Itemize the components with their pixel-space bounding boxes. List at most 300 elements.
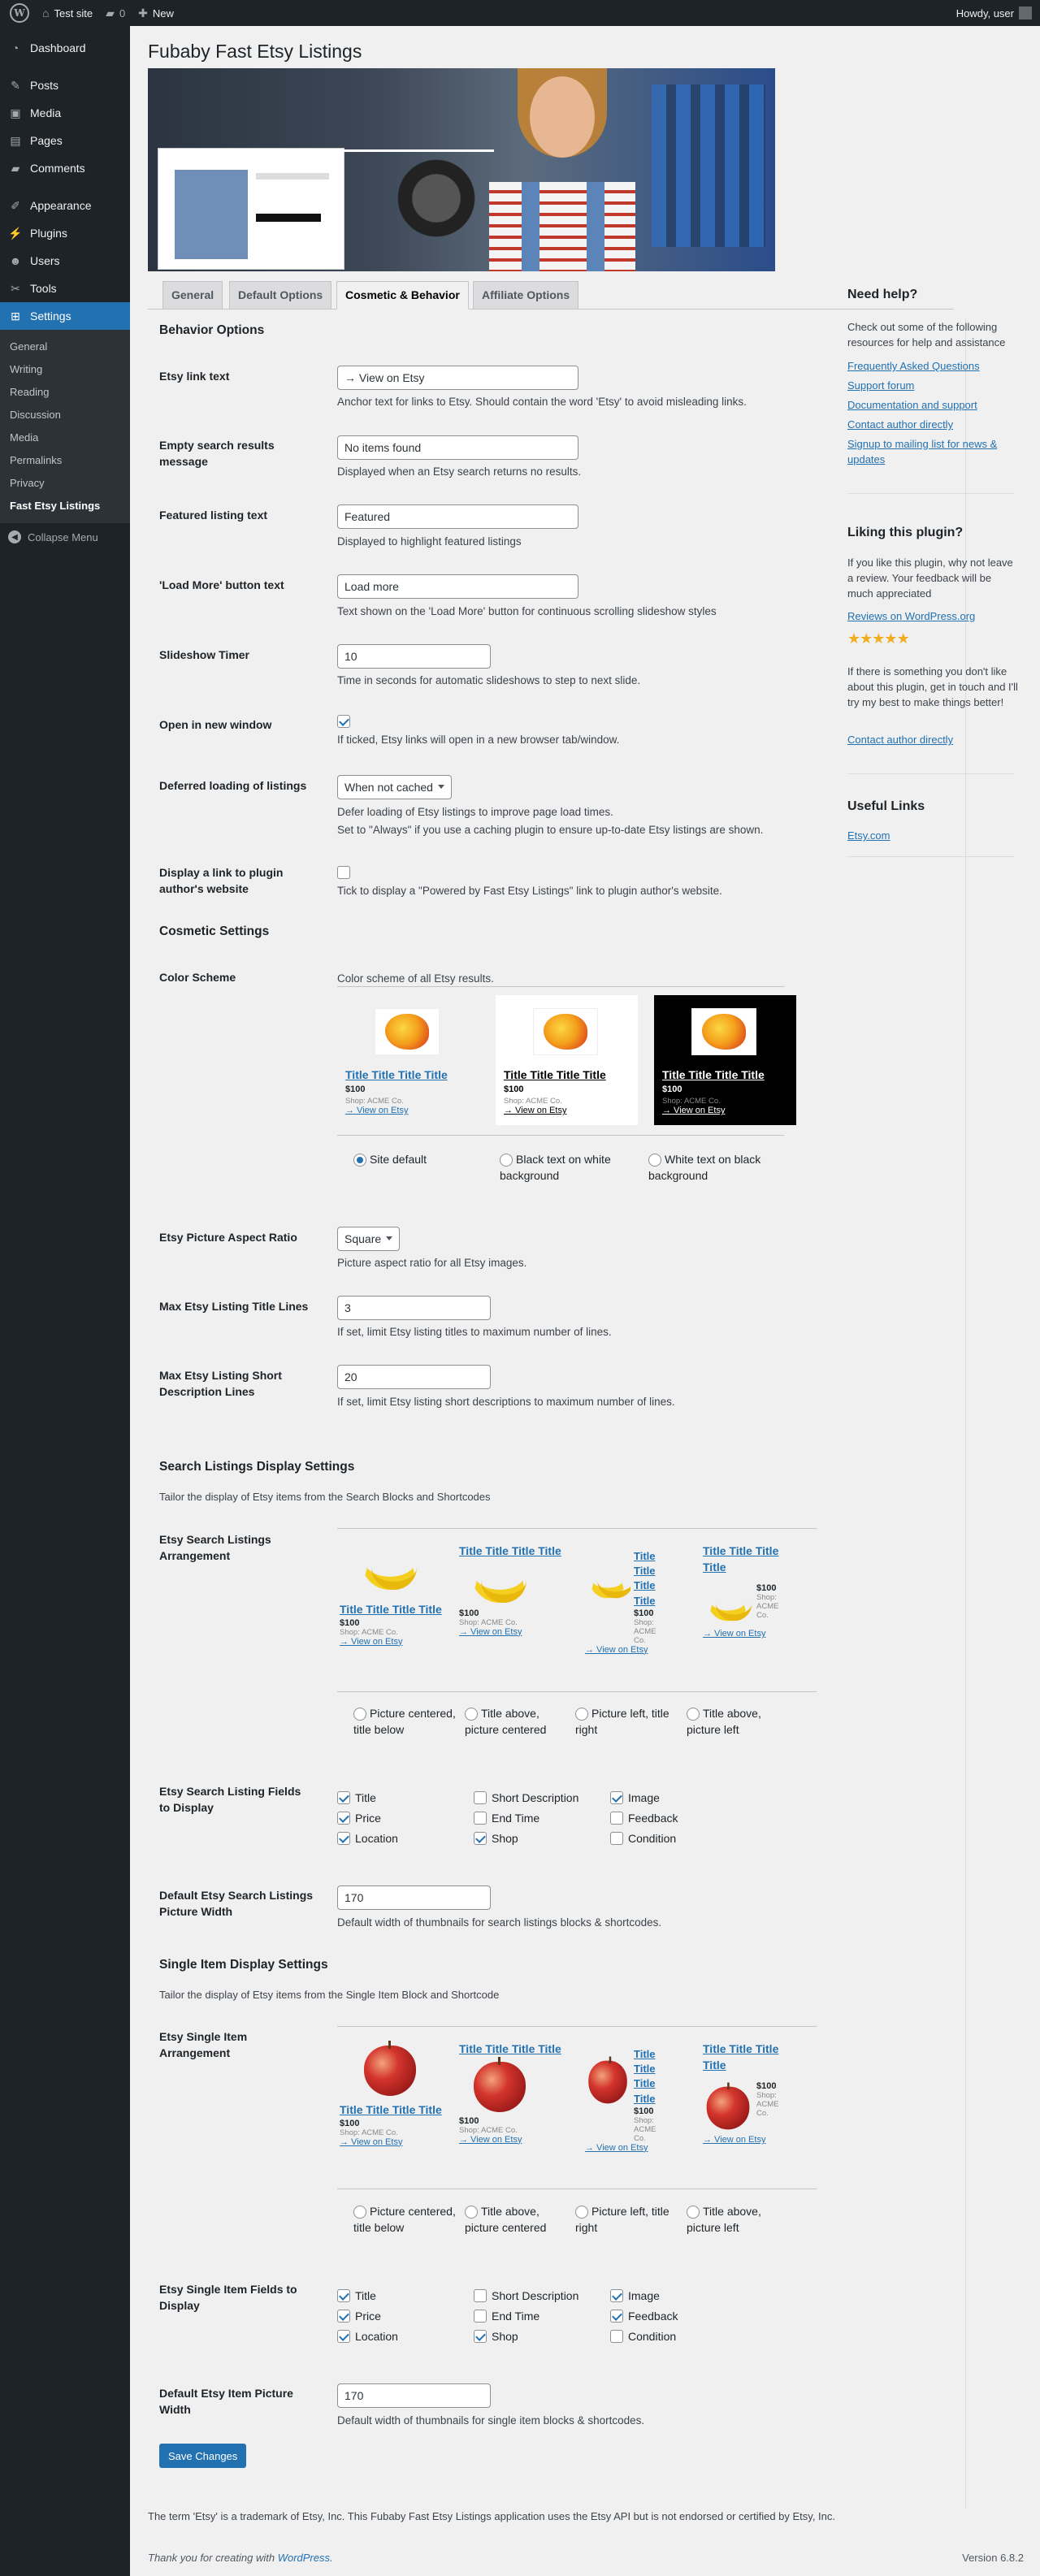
apple-image: [467, 2058, 532, 2116]
checkbox-label: Image: [628, 2289, 660, 2302]
checkbox-label: Shop: [492, 2330, 518, 2343]
sidebar-item-label: Comments: [30, 162, 85, 175]
checkbox-label: Condition: [628, 1832, 677, 1845]
wordpress-logo-icon: W: [10, 3, 29, 23]
star-icon: ★: [896, 630, 909, 647]
tab-general[interactable]: General: [162, 281, 223, 310]
checkbox-label: Shop: [492, 1832, 518, 1845]
sidebar-item-media[interactable]: [0, 99, 130, 127]
author-link-checkbox[interactable]: [337, 866, 350, 879]
card-price: $100: [504, 1085, 524, 1094]
preview-price: $100: [756, 1583, 777, 1594]
featured-listing-input[interactable]: Featured: [337, 504, 578, 529]
submenu-writing[interactable]: Writing: [10, 363, 43, 375]
banana-image: [585, 1559, 630, 1608]
empty-results-input[interactable]: No items found: [337, 435, 578, 460]
aspect-ratio-desc: Picture aspect ratio for all Etsy images.: [337, 1257, 527, 1269]
aspect-ratio-select[interactable]: Square: [337, 1227, 400, 1251]
paintbrush-icon: ✐: [11, 198, 20, 212]
main-content: [130, 26, 1040, 2576]
checkbox[interactable]: [337, 2330, 350, 2343]
preview-shop: Shop: ACME Co.: [340, 2128, 398, 2137]
featured-listing-desc: Displayed to highlight featured listings: [337, 535, 522, 548]
banner-face: [530, 76, 595, 158]
checkbox[interactable]: [610, 1832, 623, 1845]
avatar: [1019, 6, 1032, 19]
checkbox-label: Image: [628, 1791, 660, 1804]
divider: [337, 1691, 817, 1692]
open-new-window-desc: If ticked, Etsy links will open in a new browser tab/window.: [337, 734, 620, 746]
checkbox[interactable]: [610, 1812, 623, 1825]
radio-label: Picture centered, title below: [353, 2205, 456, 2234]
checkbox-label: Condition: [628, 2330, 677, 2343]
scheme-preview-default[interactable]: [337, 995, 479, 1125]
sidebar-item-comments[interactable]: [0, 154, 130, 182]
comment-icon: ▰: [11, 161, 20, 175]
search-field-condition[interactable]: [610, 1832, 676, 1845]
single-display-heading: Single Item Display Settings: [159, 1958, 328, 1972]
deferred-loading-desc-2: Set to "Always" if you use a caching plugin to ensure up-to-date Etsy listings are shown.: [337, 824, 764, 836]
open-new-window-label: Open in new window: [159, 718, 272, 731]
single-arr-option-2[interactable]: [465, 2204, 570, 2236]
search-field-feedback[interactable]: [610, 1812, 678, 1825]
search-arr-option-4[interactable]: [687, 1706, 792, 1738]
banana-image: [703, 1583, 753, 1629]
sidebar-item-label: Posts: [30, 79, 59, 92]
single-width-desc: Default width of thumbnails for single item blocks & shortcodes.: [337, 2414, 645, 2427]
preview-price: $100: [340, 1617, 360, 1628]
search-arr-radio-3[interactable]: [575, 1708, 588, 1721]
single-field-shop[interactable]: [474, 2330, 518, 2343]
checkbox[interactable]: [610, 2330, 623, 2343]
collapse-menu-button[interactable]: [0, 523, 130, 551]
banner-line: [161, 149, 494, 152]
need-help-desc: Check out some of the following resources for help and assistance: [847, 321, 1006, 349]
open-new-window-field: [337, 714, 350, 728]
plus-icon: ✚: [138, 6, 148, 19]
author-link-desc: Tick to display a "Powered by Fast Etsy Listings" link to plugin author's website.: [337, 885, 722, 897]
slideshow-timer-label: Slideshow Timer: [159, 648, 249, 661]
submenu-reading[interactable]: Reading: [10, 386, 50, 398]
single-arr-preview-1: [340, 2044, 445, 2147]
slideshow-timer-input[interactable]: 10: [337, 644, 491, 669]
search-field-short-desc[interactable]: [474, 1791, 578, 1804]
featured-listing-label: Featured listing text: [159, 509, 268, 522]
checkbox[interactable]: [474, 2330, 487, 2343]
collapse-icon: ◀: [8, 530, 21, 543]
card-price: $100: [345, 1085, 366, 1094]
search-field-location[interactable]: [337, 1832, 398, 1845]
color-scheme-label: Color Scheme: [159, 971, 236, 984]
single-field-short-desc[interactable]: [474, 2289, 578, 2302]
slideshow-timer-desc: Time in seconds for automatic slideshows to step to next slide.: [337, 674, 641, 686]
support-forum-link[interactable]: Support forum: [847, 379, 915, 392]
mango-image: [533, 1008, 598, 1055]
sidebar-divider: [965, 318, 966, 2509]
radio-label: Picture left, title right: [575, 2205, 670, 2234]
cosmetic-settings-heading: Cosmetic Settings: [159, 924, 270, 938]
search-width-label: Default Etsy Search Listings Picture Width: [159, 1889, 314, 1918]
single-arr-radio-1[interactable]: [353, 2206, 366, 2219]
comments-link[interactable]: [99, 0, 132, 26]
sidebar-item-posts[interactable]: [0, 71, 130, 99]
search-arr-radio-4[interactable]: [687, 1708, 700, 1721]
etsy-link-text-label: Etsy link text: [159, 370, 230, 383]
checkbox[interactable]: [474, 2289, 487, 2302]
single-field-condition[interactable]: [610, 2330, 676, 2343]
load-more-input[interactable]: Load more: [337, 574, 578, 599]
apple-image: [585, 2055, 630, 2109]
single-field-feedback[interactable]: [610, 2310, 678, 2323]
scheme-default-radio[interactable]: [353, 1154, 366, 1167]
scheme-option-default[interactable]: [353, 1152, 492, 1168]
single-arr-preview-2: [459, 2041, 565, 2145]
comment-icon: ▰: [106, 6, 115, 19]
preview-title: Title Title Title Title: [703, 1544, 779, 1574]
search-arr-preview-4: [703, 1543, 792, 1639]
checkbox[interactable]: [474, 1812, 487, 1825]
single-field-image[interactable]: [610, 2289, 660, 2302]
deferred-loading-label: Deferred loading of listings: [159, 779, 307, 792]
empty-results-label: Empty search results message: [159, 439, 275, 468]
sidebar-item-label: Pages: [30, 134, 63, 147]
radio-label: White text on black background: [648, 1153, 761, 1182]
scheme-option-black[interactable]: [648, 1152, 786, 1184]
single-arr-radio-2[interactable]: [465, 2206, 478, 2219]
apple-image: [358, 2044, 422, 2098]
preview-view-link: → View on Etsy: [459, 1626, 522, 1637]
checkbox[interactable]: [610, 2289, 623, 2302]
submenu-discussion[interactable]: Discussion: [10, 409, 61, 421]
preview-title: Title Title Title Title: [340, 1603, 442, 1616]
submenu-general[interactable]: General: [10, 340, 48, 353]
divider: [337, 1135, 784, 1136]
open-new-window-checkbox[interactable]: [337, 715, 350, 728]
submenu-privacy[interactable]: Privacy: [10, 477, 45, 489]
card-title: Title Title Title Title: [662, 1068, 765, 1081]
checkbox-label: Feedback: [628, 2310, 678, 2323]
submenu-fast-etsy-listings[interactable]: Fast Etsy Listings: [10, 500, 101, 512]
scheme-option-white[interactable]: [500, 1152, 638, 1184]
search-field-image[interactable]: [610, 1791, 660, 1804]
search-display-desc: Tailor the display of Etsy items from the Search Blocks and Shortcodes: [159, 1491, 491, 1503]
save-changes-button[interactable]: Save Changes: [159, 2444, 246, 2468]
mango-image: [691, 1008, 756, 1055]
author-link-label: Display a link to plugin author's website: [159, 866, 284, 895]
wordpress-link[interactable]: WordPress: [277, 2552, 330, 2564]
card-shop: Shop: ACME Co.: [504, 1097, 562, 1106]
tab-cosmetic-behavior[interactable]: Cosmetic & Behavior: [336, 281, 469, 310]
submenu-media[interactable]: Media: [10, 431, 39, 444]
collapse-label: Collapse Menu: [28, 530, 98, 543]
card-title: Title Title Title Title: [504, 1068, 606, 1081]
admin-sidebar: [0, 26, 130, 2576]
sidebar-item-label: Appearance: [30, 199, 92, 212]
divider: [847, 856, 1014, 857]
banner-motorcycle: [367, 133, 505, 263]
preview-title: Title Title Title Title: [459, 1544, 561, 1557]
search-fields-label: Etsy Search Listing Fields to Display: [159, 1785, 301, 1814]
preview-view-link: → View on Etsy: [703, 1629, 766, 1639]
sidebar-item-tools[interactable]: [0, 275, 130, 302]
search-arr-preview-2: [459, 1543, 565, 1637]
users-icon: ☻: [9, 254, 22, 267]
scheme-preview-black[interactable]: [654, 995, 796, 1125]
radio-label: Title above, picture centered: [465, 1707, 547, 1736]
thanks-text: Thank you for creating with: [148, 2552, 278, 2564]
search-arr-option-1[interactable]: [353, 1706, 459, 1738]
divider: [337, 1528, 817, 1529]
liking-heading: Liking this plugin?: [847, 526, 964, 539]
preview-title: Title Title Title Title: [340, 2103, 442, 2116]
desc-lines-input[interactable]: 20: [337, 1365, 491, 1389]
deferred-loading-select[interactable]: When not cached: [337, 775, 452, 799]
user-menu[interactable]: [950, 0, 1040, 26]
contact-author-link-2[interactable]: Contact author directly: [847, 734, 954, 746]
search-arr-option-2[interactable]: [465, 1706, 570, 1738]
author-link-field: [337, 865, 350, 879]
banner-strap-left: [522, 182, 540, 271]
preview-view-link: → View on Etsy: [585, 1644, 648, 1655]
checkbox-label: End Time: [492, 1812, 540, 1825]
scheme-black-radio[interactable]: [648, 1154, 661, 1167]
single-field-title[interactable]: [337, 2289, 376, 2302]
single-field-price[interactable]: [337, 2310, 381, 2323]
preview-price: $100: [756, 2081, 777, 2092]
preview-view-link: → View on Etsy: [340, 1636, 403, 1647]
preview-title: Title Title Title Title: [634, 2048, 656, 2105]
preview-view-link: → View on Etsy: [340, 2137, 403, 2147]
search-field-title[interactable]: [337, 1791, 376, 1804]
search-arr-preview-1: [340, 1547, 445, 1647]
plugin-banner-image: [148, 68, 775, 271]
single-display-desc: Tailor the display of Etsy items from the Single Item Block and Shortcode: [159, 1989, 500, 2001]
page-title: Fubaby Fast Etsy Listings: [148, 41, 362, 62]
preview-price: $100: [459, 1608, 479, 1618]
preview-shop: Shop: ACME Co.: [634, 2115, 656, 2143]
sidebar-item-appearance[interactable]: [0, 192, 130, 219]
pushpin-icon: ✎: [11, 78, 20, 92]
search-display-heading: Search Listings Display Settings: [159, 1460, 355, 1474]
submenu-permalinks[interactable]: Permalinks: [10, 454, 63, 466]
useful-links-heading: Useful Links: [847, 799, 925, 813]
card-view-link: → View on Etsy: [662, 1106, 726, 1115]
mailing-list-link[interactable]: Signup to mailing list for news & updates: [847, 438, 998, 465]
load-more-desc: Text shown on the 'Load More' button for continuous scrolling slideshow styles: [337, 605, 717, 617]
card-price: $100: [662, 1085, 682, 1094]
search-arr-radio-1[interactable]: [353, 1708, 366, 1721]
media-icon: ▣: [10, 106, 21, 119]
desc-lines-desc: If set, limit Etsy listing short descriptions to maximum number of lines.: [337, 1396, 675, 1408]
checkbox[interactable]: [337, 1812, 350, 1825]
title-lines-input[interactable]: 3: [337, 1296, 491, 1320]
home-icon: ⌂: [42, 6, 50, 19]
deferred-loading-desc-1: Defer loading of Etsy listings to improve page load times.: [337, 806, 613, 818]
search-arr-option-3[interactable]: [575, 1706, 681, 1738]
search-arrangement-label: Etsy Search Listings Arrangement: [159, 1533, 271, 1562]
trademark-notice: The term 'Etsy' is a trademark of Etsy, Inc. This Fubaby Fast Etsy Listings application uses the Etsy API but is not endorsed or certified by Etsy, Inc.: [148, 2510, 835, 2522]
contact-author-link[interactable]: Contact author directly: [847, 418, 954, 431]
sidebar-item-label: Users: [30, 254, 60, 267]
single-arrangement-label: Etsy Single Item Arrangement: [159, 2030, 248, 2059]
radio-label: Site default: [370, 1153, 427, 1166]
checkbox[interactable]: [337, 1791, 350, 1804]
etsy-link-text-input[interactable]: → View on Etsy: [337, 366, 578, 390]
wp-logo-menu[interactable]: [0, 0, 36, 26]
single-field-end-time[interactable]: [474, 2310, 540, 2323]
sidebar-item-settings[interactable]: [0, 302, 130, 330]
checkbox[interactable]: [610, 1791, 623, 1804]
scheme-white-radio[interactable]: [500, 1154, 513, 1167]
single-arr-option-3[interactable]: [575, 2204, 681, 2236]
preview-shop: Shop: ACME Co.: [340, 1627, 398, 1637]
preview-title: Title Title Title Title: [634, 1550, 656, 1607]
star-rating[interactable]: [847, 630, 909, 647]
page-icon: ▤: [10, 133, 21, 147]
admin-bar: [0, 0, 1040, 26]
single-arr-radio-3[interactable]: [575, 2206, 588, 2219]
reviews-link[interactable]: Reviews on WordPress.org: [847, 610, 976, 622]
settings-submenu: [0, 330, 130, 523]
checkbox[interactable]: [474, 1791, 487, 1804]
aspect-ratio-field: [337, 1227, 400, 1251]
checkbox[interactable]: [474, 1832, 487, 1845]
search-width-input[interactable]: 170: [337, 1885, 491, 1910]
checkbox-label: Price: [355, 1812, 381, 1825]
preview-title: Title Title Title Title: [703, 2042, 779, 2072]
single-fields-label: Etsy Single Item Fields to Display: [159, 2283, 297, 2312]
preview-view-link: → View on Etsy: [703, 2135, 766, 2145]
checkbox[interactable]: [337, 1832, 350, 1845]
new-content-link[interactable]: [132, 0, 180, 26]
checkbox-label: Feedback: [628, 1812, 678, 1825]
banner-screenshot: [158, 148, 344, 270]
aspect-ratio-label: Etsy Picture Aspect Ratio: [159, 1231, 297, 1244]
preview-shop: Shop: ACME Co.: [756, 1593, 779, 1621]
sidebar-item-label: Tools: [30, 282, 57, 295]
site-name-link[interactable]: [36, 0, 99, 26]
howdy-text: Howdy, user: [956, 6, 1014, 19]
sidebar-item-label: Settings: [30, 310, 72, 323]
card-shop: Shop: ACME Co.: [345, 1097, 404, 1106]
documentation-link[interactable]: Documentation and support: [847, 399, 977, 411]
scheme-preview-white[interactable]: [496, 995, 638, 1125]
radio-label: Title above, picture centered: [465, 2205, 547, 2234]
footer-thanks: Thank you for creating with WordPress.: [148, 2552, 333, 2564]
star-icon: ★: [860, 630, 873, 647]
divider: [337, 986, 784, 987]
radio-label: Picture centered, title below: [353, 1707, 456, 1736]
banner-workbench: [652, 84, 765, 247]
search-field-end-time[interactable]: [474, 1812, 540, 1825]
tab-default-options[interactable]: Default Options: [229, 281, 332, 310]
single-width-input[interactable]: 170: [337, 2383, 491, 2408]
mango-image: [375, 1008, 440, 1055]
single-arr-option-1[interactable]: [353, 2204, 459, 2236]
tab-affiliate-options[interactable]: Affiliate Options: [473, 281, 578, 310]
checkbox[interactable]: [337, 2289, 350, 2302]
checkbox-label: Location: [355, 2330, 398, 2343]
liking-desc: If you like this plugin, why not leave a review. Your feedback will be much appreciated: [847, 556, 1013, 600]
wrench-icon: ✂: [11, 281, 20, 295]
empty-results-desc: Displayed when an Etsy search returns no results.: [337, 465, 582, 478]
load-more-label: 'Load More' button text: [159, 578, 284, 591]
plug-icon: ⚡: [8, 226, 23, 240]
single-arr-option-4[interactable]: [687, 2204, 792, 2236]
search-field-shop[interactable]: [474, 1832, 518, 1845]
single-arr-radio-4[interactable]: [687, 2206, 700, 2219]
single-field-location[interactable]: [337, 2330, 398, 2343]
checkbox[interactable]: [474, 2310, 487, 2323]
sidebar-item-dashboard[interactable]: [0, 34, 130, 62]
settings-tabs: [148, 281, 954, 310]
dashboard-icon: ◔: [11, 41, 20, 54]
version-text: Version 6.8.2: [962, 2552, 1024, 2564]
card-shop: Shop: ACME Co.: [662, 1097, 721, 1106]
preview-view-link: → View on Etsy: [459, 2134, 522, 2145]
behavior-options-heading: Behavior Options: [159, 323, 265, 337]
card-title: Title Title Title Title: [345, 1068, 448, 1081]
checkbox[interactable]: [610, 2310, 623, 2323]
checkbox-label: End Time: [492, 2310, 540, 2323]
faq-link[interactable]: Frequently Asked Questions: [847, 360, 980, 372]
divider: [847, 493, 1014, 494]
color-scheme-desc: Color scheme of all Etsy results.: [337, 972, 494, 985]
site-name: Test site: [54, 6, 93, 19]
comment-count: 0: [119, 6, 126, 19]
deferred-loading-field: [337, 775, 452, 799]
settings-icon: ⊞: [11, 309, 20, 323]
search-arr-radio-2[interactable]: [465, 1708, 478, 1721]
card-view-link: → View on Etsy: [504, 1106, 567, 1115]
sidebar-item-label: Media: [30, 106, 62, 119]
preview-title: Title Title Title Title: [459, 2042, 561, 2055]
radio-label: Picture left, title right: [575, 1707, 670, 1736]
radio-label: Black text on white background: [500, 1153, 611, 1182]
single-arr-preview-3: [585, 2047, 674, 2153]
sidebar-item-label: Dashboard: [30, 41, 86, 54]
preview-price: $100: [634, 2106, 654, 2116]
search-field-price[interactable]: [337, 1812, 381, 1825]
new-label: New: [152, 6, 174, 19]
need-help-heading: Need help?: [847, 288, 918, 301]
radio-label: Title above, picture left: [687, 2205, 761, 2234]
search-width-desc: Default width of thumbnails for search listings blocks & shortcodes.: [337, 1916, 662, 1929]
single-arr-preview-4: [703, 2041, 792, 2145]
checkbox-label: Short Description: [492, 2289, 579, 2302]
sidebar-item-plugins[interactable]: [0, 219, 130, 247]
etsy-com-link[interactable]: Etsy.com: [847, 829, 890, 842]
preview-shop: Shop: ACME Co.: [634, 1617, 656, 1645]
banana-image: [467, 1560, 532, 1608]
banner-person: [489, 182, 635, 271]
checkbox[interactable]: [337, 2310, 350, 2323]
preview-price: $100: [634, 1608, 654, 1618]
sidebar-item-users[interactable]: [0, 247, 130, 275]
banner-strap-right: [587, 182, 604, 271]
single-width-label: Default Etsy Item Picture Width: [159, 2387, 293, 2416]
search-arr-preview-3: [585, 1549, 674, 1655]
preview-view-link: → View on Etsy: [585, 2142, 648, 2153]
checkbox-label: Price: [355, 2310, 381, 2323]
sidebar-item-pages[interactable]: [0, 127, 130, 154]
etsy-link-text-desc: Anchor text for links to Etsy. Should contain the word 'Etsy' to avoid misleading links.: [337, 396, 747, 408]
star-icon: ★: [884, 630, 897, 647]
preview-price: $100: [340, 2118, 360, 2128]
checkbox-label: Short Description: [492, 1791, 579, 1804]
checkbox-label: Title: [355, 1791, 376, 1804]
title-lines-desc: If set, limit Etsy listing titles to maximum number of lines.: [337, 1326, 612, 1338]
